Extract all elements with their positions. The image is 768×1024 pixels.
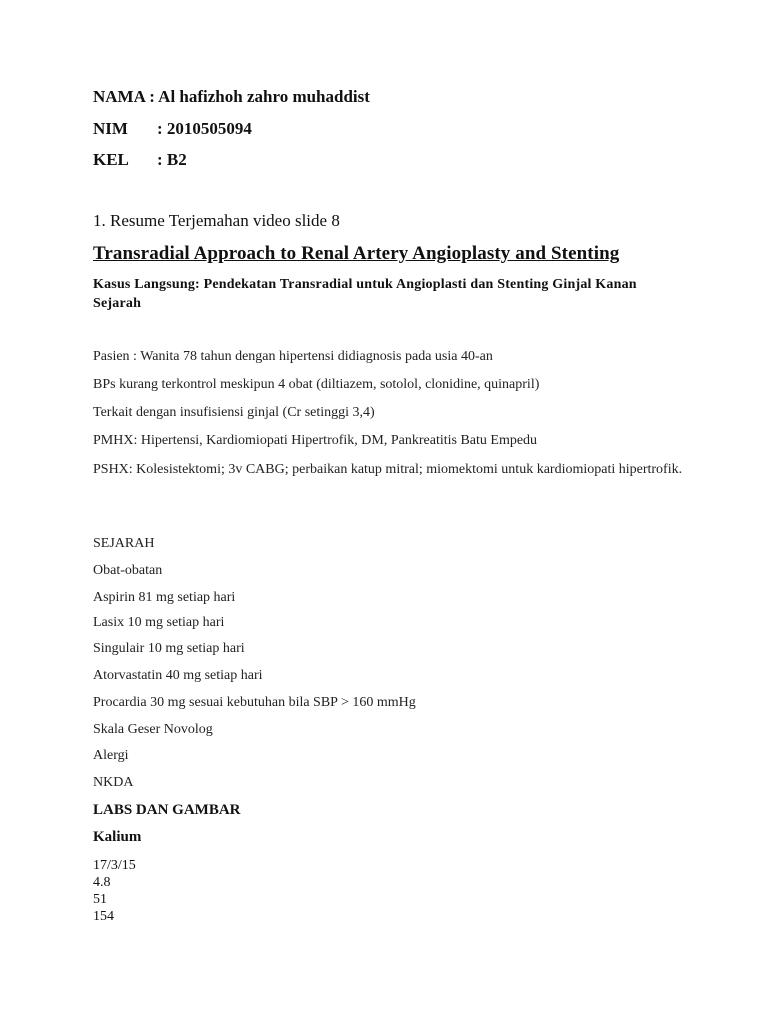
patient-line-4: PMHX: Hipertensi, Kardiomiopati Hipertrofik, DM, Pankreatitis Batu Empedu — [93, 433, 538, 448]
patient-line-5: PSHX: Kolesistektomi; 3v CABG; perbaikan katup mitral; miomektomi untuk kardiomiopati hipertrofik. — [93, 462, 683, 477]
med-item: Skala Geser Novolog — [93, 722, 213, 737]
lab-value: 4.8 — [93, 875, 111, 890]
section-heading: 1. Resume Terjemahan video slide 8 — [93, 211, 340, 230]
kel-label: KEL — [93, 150, 129, 169]
patient-line-3: Terkait dengan insufisiensi ginjal (Cr setinggi 3,4) — [93, 405, 375, 420]
student-name: NAMA : Al hafizhoh zahro muhaddist — [93, 87, 370, 106]
student-group — [93, 150, 187, 170]
history-heading: SEJARAH — [93, 536, 155, 551]
labs-subheading: Kalium — [93, 829, 142, 845]
med-item: Aspirin 81 mg setiap hari — [93, 590, 236, 605]
patient-line-1: Pasien : Wanita 78 tahun dengan hipertensi didiagnosis pada usia 40-an — [93, 349, 493, 364]
allergy-value: NKDA — [93, 775, 134, 790]
student-nim — [93, 119, 252, 139]
med-item: Atorvastatin 40 mg setiap hari — [93, 668, 263, 683]
meds-heading: Obat-obatan — [93, 563, 163, 578]
labs-heading: LABS DAN GAMBAR — [93, 802, 241, 818]
allergy-heading: Alergi — [93, 748, 129, 763]
med-item: Lasix 10 mg setiap hari — [93, 615, 225, 630]
lab-value: 51 — [93, 892, 107, 907]
nim-value: : 2010505094 — [157, 119, 252, 138]
document-subtitle: Kasus Langsung: Pendekatan Transradial untuk Angioplasti dan Stenting Ginjal Kanan Sejarah — [93, 277, 637, 311]
lab-values — [93, 857, 136, 925]
med-item: Procardia 30 mg sesuai kebutuhan bila SBP > 160 mmHg — [93, 695, 416, 710]
kel-value: : B2 — [157, 150, 187, 169]
document-title: Transradial Approach to Renal Artery Angioplasty and Stenting — [93, 243, 620, 264]
nim-label: NIM — [93, 119, 128, 138]
lab-value: 17/3/15 — [93, 858, 136, 873]
patient-line-2: BPs kurang terkontrol meskipun 4 obat (diltiazem, sotolol, clonidine, quinapril) — [93, 377, 540, 392]
lab-value: 154 — [93, 909, 114, 924]
med-item: Singulair 10 mg setiap hari — [93, 641, 245, 656]
